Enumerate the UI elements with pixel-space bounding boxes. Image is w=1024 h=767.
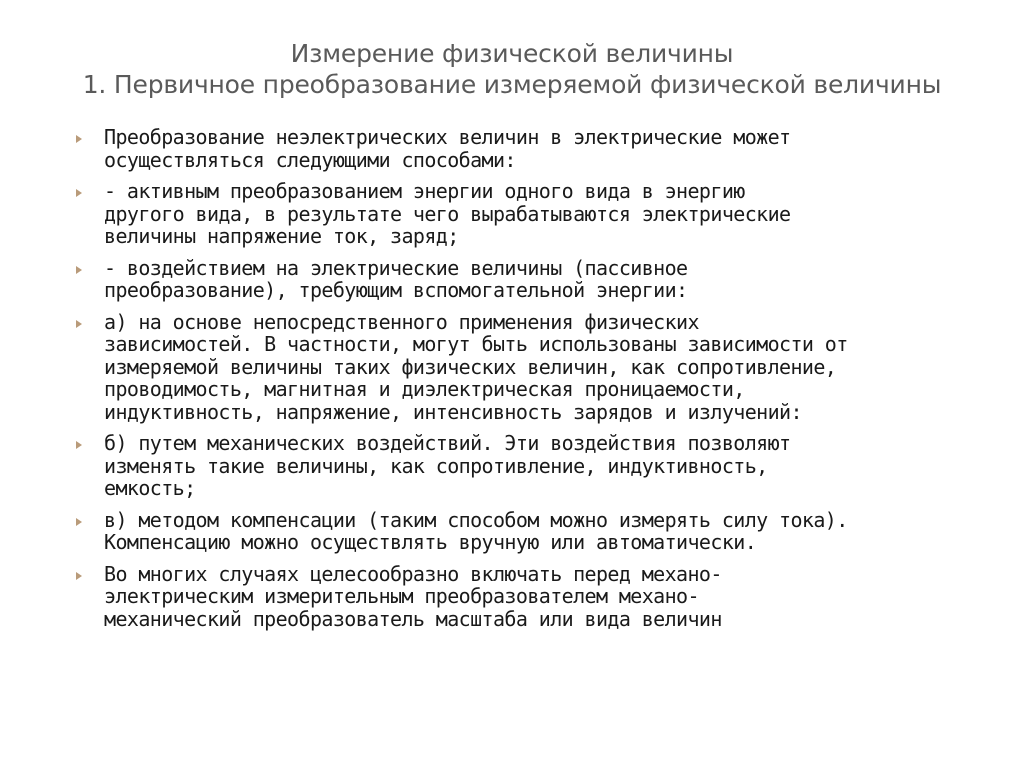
bullet-text: в) методом компенсации (таким способом можно измерять силу тока). Компенсацию можно осуществлять вручную или автоматически. [104,507,848,554]
bullet-text: - активным преобразованием энергии одного вида в энергию другого вида, в результате чего вырабатываются электрические величины напряжение ток, заряд; [104,179,791,248]
bullet-item [76,180,996,248]
bullet-text: б) путем механических воздействий. Эти воздействия позволяют изменять такие величины, как сопротивление, индуктивность, емкость; [104,431,791,500]
triangle-bullet-icon [76,266,82,274]
bullet-item [76,311,996,424]
bullet-text: Преобразование неэлектрических величин в электрические может осуществляться следующими способами: [104,125,791,172]
bullet-item [76,126,996,171]
slide-title [0,38,1024,100]
triangle-bullet-icon [76,441,82,449]
triangle-bullet-icon [76,135,82,143]
triangle-bullet-icon [76,320,82,328]
triangle-bullet-icon [76,189,82,197]
bullet-text: а) на основе непосредственного применения физических зависимостей. В частности, могут быть использованы зависимости от измеряемой величины таких физических величин, как сопротивление, проводимость, магнитная и диэлектрическая проницаемости, индуктивность, напряжение, интенсивность зарядов и излучений: [104,309,848,424]
bullet-item [76,432,996,500]
title-line-subtitle: 1. Первичное преобразование измеряемой физической величины [82,70,942,99]
bullet-text: Во многих случаях целесообразно включать перед механо- электрическим измерительным преобразователем механо- механический преобразователь масштаба или вида величин [104,561,722,631]
bullet-item [76,257,996,302]
bullet-item [76,563,996,631]
title-line-main: Измерение физической величины [290,39,734,68]
bullet-list [76,126,996,639]
triangle-bullet-icon [76,572,82,580]
bullet-text: - воздействием на электрические величины (пассивное преобразование), требующим вспомогательной энергии: [104,255,688,302]
triangle-bullet-icon [76,518,82,526]
bullet-item [76,509,996,554]
